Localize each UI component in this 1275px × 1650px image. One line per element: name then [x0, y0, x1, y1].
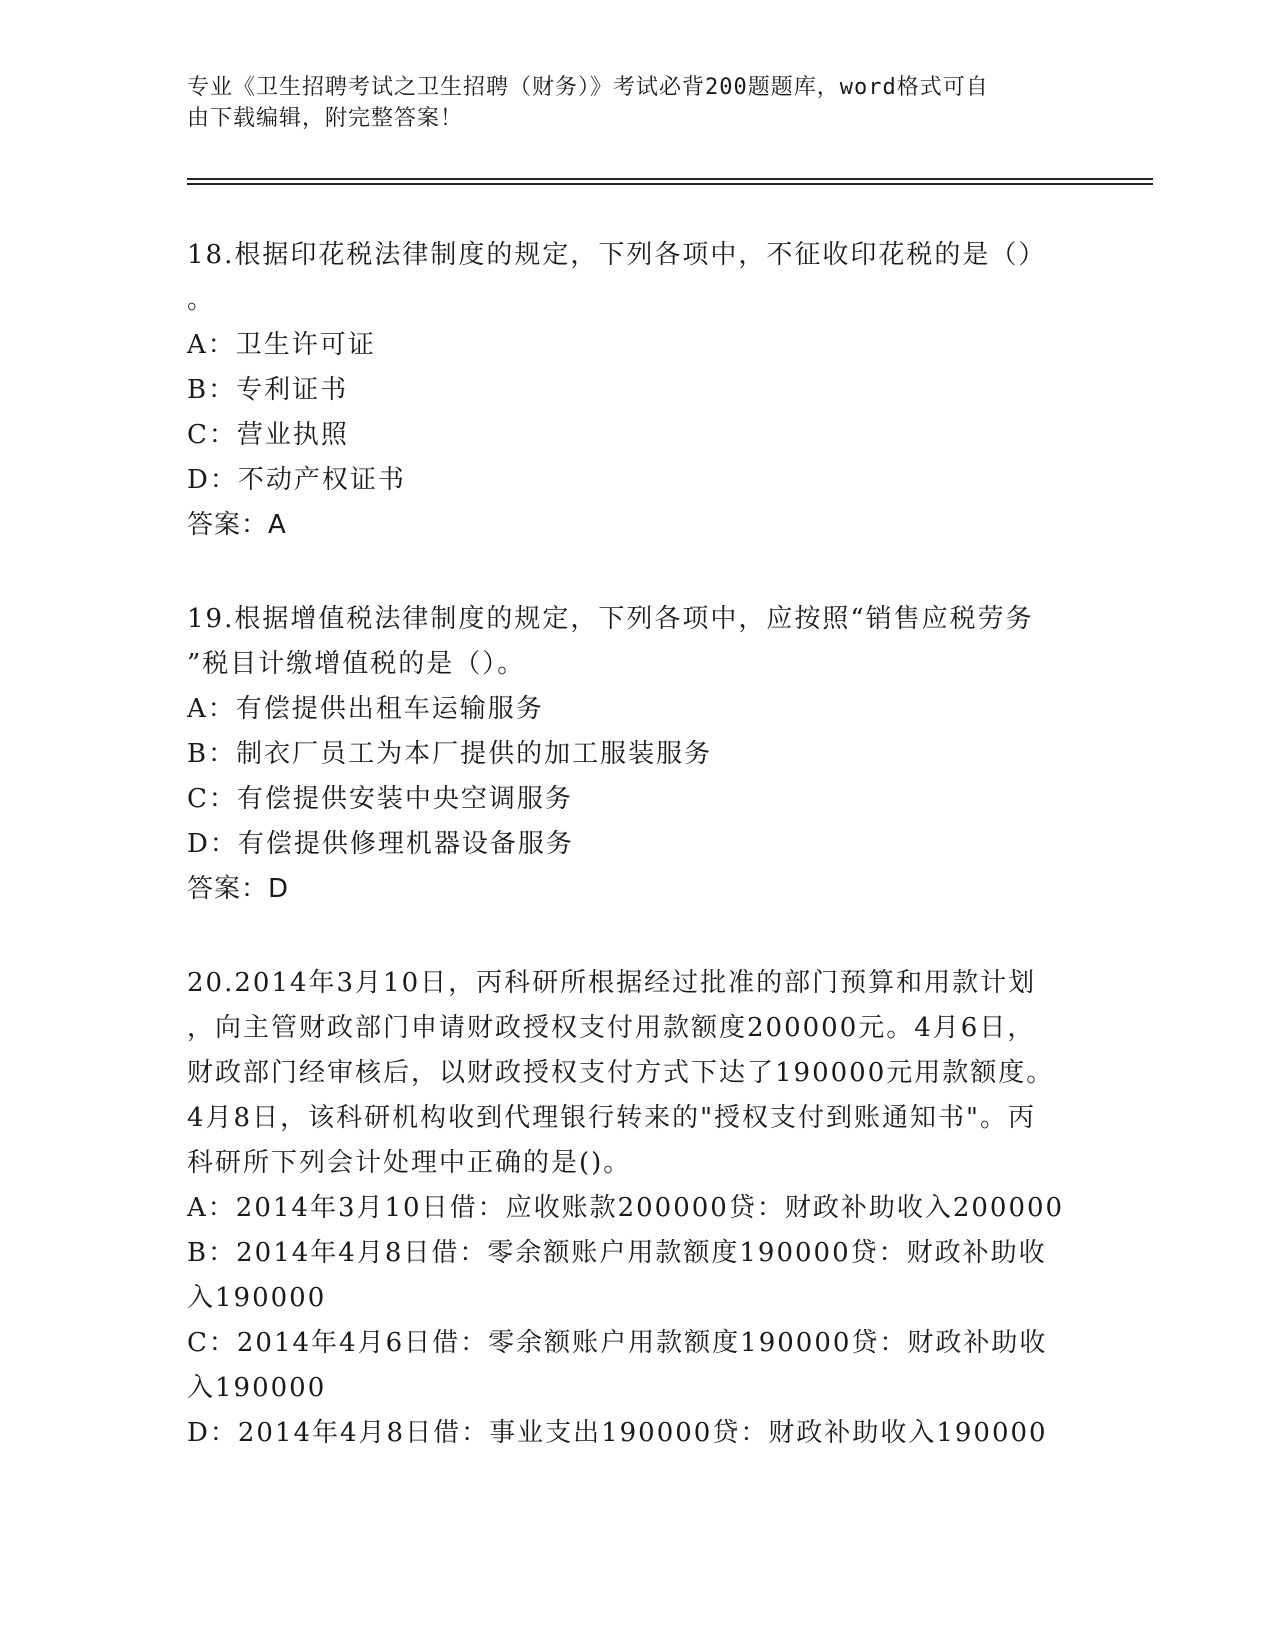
question-stem-line: 财政部门经审核后，以财政授权支付方式下达了190000元用款额度。 [187, 1058, 1055, 1088]
option-a: A：有偿提供出租车运输服务 [187, 694, 544, 724]
question-stem-line: ”税目计缴增值税的是（）。 [187, 649, 526, 679]
option-b: B：2014年4月8日借：零余额账户用款额度190000贷：财政补助收 [187, 1238, 1047, 1268]
answer-label: 答案：D [187, 874, 290, 904]
header-line-2: 由下载编辑，附完整答案！ [187, 106, 464, 131]
option-a: A：卫生许可证 [187, 330, 376, 360]
option-b: B：专利证书 [187, 375, 349, 405]
question-stem-line: 科研所下列会计处理中正确的是()。 [187, 1148, 632, 1178]
option-d: D：2014年4月8日借：事业支出190000贷：财政补助收入190000 [187, 1418, 1048, 1448]
answer-label: 答案：A [187, 510, 287, 540]
question-20 [187, 961, 1087, 1456]
question-stem-line: 20.2014年3月10日，丙科研所根据经过批准的部门预算和用款计划 [187, 968, 1037, 998]
option-c: C：有偿提供安装中央空调服务 [187, 784, 573, 814]
option-c: C：2014年4月6日借：零余额账户用款额度190000贷：财政补助收 [187, 1328, 1048, 1358]
option-b: B：制衣厂员工为本厂提供的加工服装服务 [187, 739, 713, 769]
question-stem-line: 。 [187, 285, 216, 315]
question-stem-line: 4月8日，该科研机构收到代理银行转来的"授权支付到账通知书"。丙 [187, 1103, 1037, 1133]
option-d: D：有偿提供修理机器设备服务 [187, 829, 574, 859]
question-18 [187, 233, 1087, 548]
header-divider-top [187, 178, 1153, 180]
option-b-continued: 入190000 [187, 1283, 327, 1313]
document-header [187, 72, 1067, 134]
question-stem-line: 19.根据增值税法律制度的规定，下列各项中，应按照“销售应税劳务 [187, 604, 1034, 634]
question-19 [187, 597, 1087, 912]
option-c: C：营业执照 [187, 420, 349, 450]
option-d: D：不动产权证书 [187, 465, 406, 495]
option-c-continued: 入190000 [187, 1373, 327, 1403]
header-line-1: 专业《卫生招聘考试之卫生招聘（财务）》考试必背200题题库，word格式可自 [187, 75, 989, 100]
header-divider-bottom [187, 183, 1153, 185]
question-stem-line: 18.根据印花税法律制度的规定，下列各项中，不征收印花税的是（） [187, 240, 1047, 270]
question-stem-line: ，向主管财政部门申请财政授权支付用款额度200000元。4月6日， [187, 1013, 1036, 1043]
option-a: A：2014年3月10日借：应收账款200000贷：财政补助收入200000 [187, 1193, 1065, 1223]
